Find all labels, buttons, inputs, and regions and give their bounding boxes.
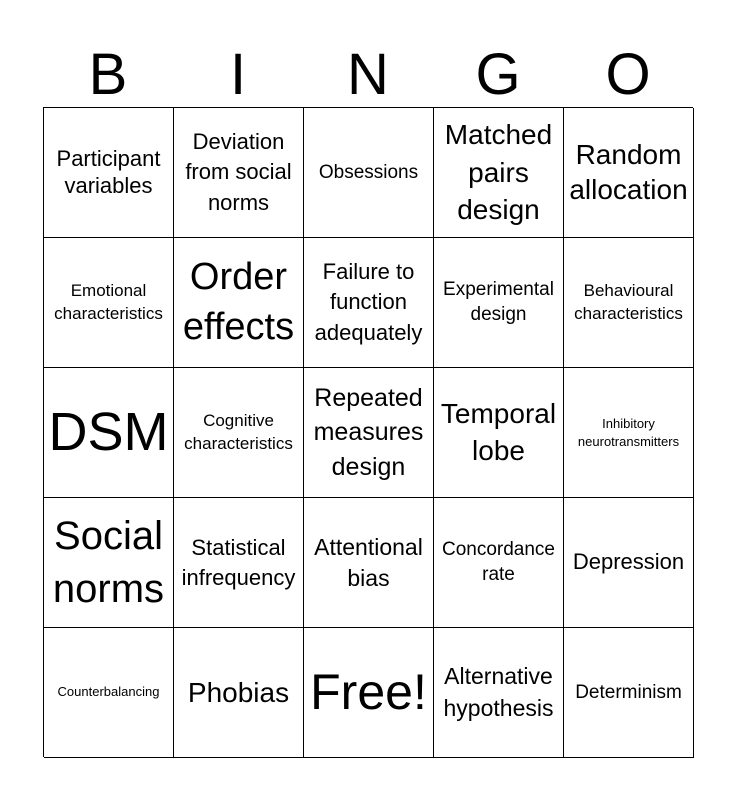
bingo-cell-experimental-design[interactable]: Experimental design — [434, 238, 564, 368]
bingo-cell-inhibitory-neurotransmitters[interactable]: Inhibitory neurotransmitters — [564, 368, 694, 498]
bingo-cell-statistical-infrequency[interactable]: Statistical infrequency — [174, 498, 304, 628]
bingo-cell-free-space[interactable]: Free! — [304, 628, 434, 758]
bingo-cell-counterbalancing[interactable]: Counterbalancing — [44, 628, 174, 758]
bingo-cell-cognitive-characteristics[interactable]: Cognitive characteristics — [174, 368, 304, 498]
bingo-cell-alternative-hypothesis[interactable]: Alternative hypothesis — [434, 628, 564, 758]
header-letter-g: G — [475, 42, 521, 107]
bingo-cell-emotional-characteristics[interactable]: Emotional characteristics — [44, 238, 174, 368]
bingo-cell-participant-variables[interactable]: Participant variables — [44, 108, 174, 238]
bingo-cell-dsm[interactable]: DSM — [44, 368, 174, 498]
bingo-header — [43, 40, 693, 108]
bingo-cell-phobias[interactable]: Phobias — [174, 628, 304, 758]
bingo-cell-temporal-lobe[interactable]: Temporal lobe — [434, 368, 564, 498]
bingo-cell-determinism[interactable]: Determinism — [564, 628, 694, 758]
bingo-cell-order-effects[interactable]: Order effects — [174, 238, 304, 368]
bingo-cell-depression[interactable]: Depression — [564, 498, 694, 628]
header-letter-n: N — [347, 42, 389, 107]
bingo-cell-obsessions[interactable]: Obsessions — [304, 108, 434, 238]
bingo-cell-social-norms[interactable]: Social norms — [44, 498, 174, 628]
bingo-cell-deviation-from-social-norms[interactable]: Deviation from social norms — [174, 108, 304, 238]
bingo-cell-attentional-bias[interactable]: Attentional bias — [304, 498, 434, 628]
header-letter-b: B — [88, 42, 128, 107]
bingo-cell-failure-to-function-adequately[interactable]: Failure to function adequately — [304, 238, 434, 368]
bingo-cell-repeated-measures-design[interactable]: Repeated measures design — [304, 368, 434, 498]
header-letter-i: I — [229, 42, 247, 107]
bingo-board — [43, 107, 693, 757]
bingo-cell-concordance-rate[interactable]: Concordance rate — [434, 498, 564, 628]
bingo-cell-matched-pairs-design[interactable]: Matched pairs design — [434, 108, 564, 238]
bingo-cell-behavioural-characteristics[interactable]: Behavioural characteristics — [564, 238, 694, 368]
header-letter-o: O — [605, 42, 651, 107]
bingo-cell-random-allocation[interactable]: Random allocation — [564, 108, 694, 238]
